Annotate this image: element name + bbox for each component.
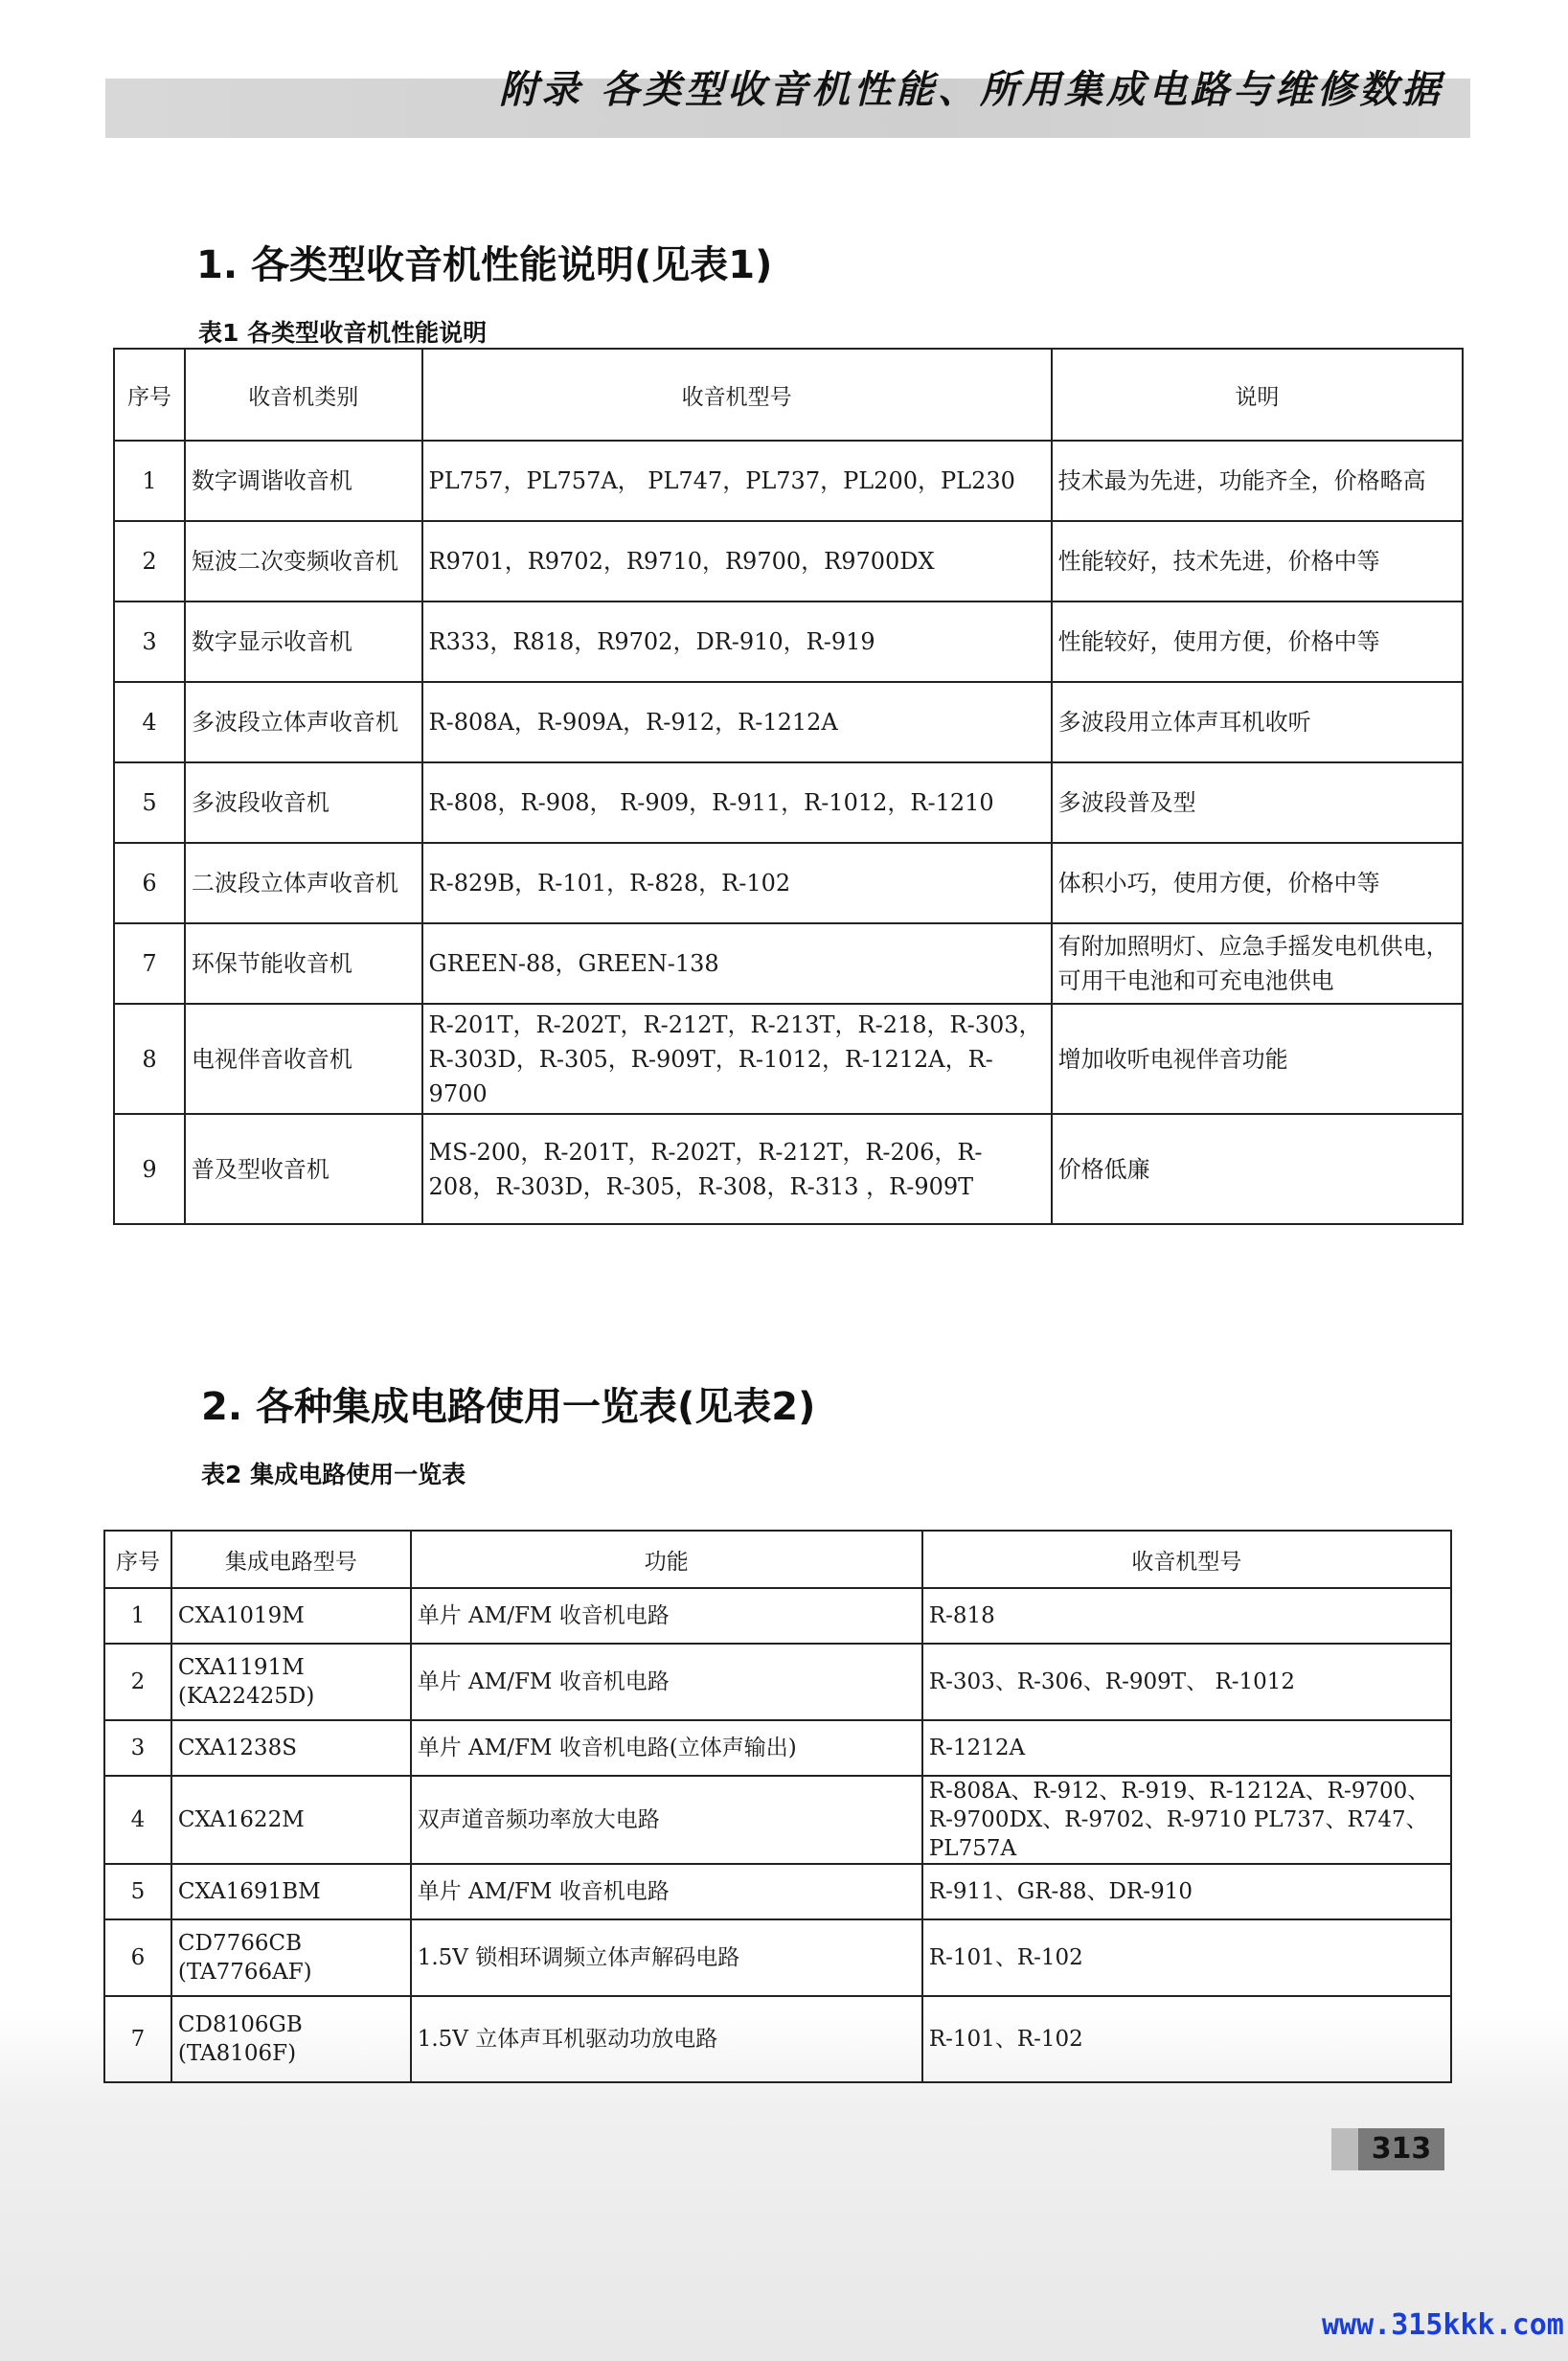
table1-cell-no: 3	[114, 602, 185, 682]
table1-cell-model: R-808A，R-909A，R-912，R-1212A	[422, 682, 1052, 762]
table2-cell-ic: CXA1191M (KA22425D)	[171, 1644, 411, 1720]
table1-cell-no: 5	[114, 762, 185, 843]
table2-cell-radios: R-818	[922, 1588, 1451, 1644]
table1-cell-category: 多波段立体声收音机	[185, 682, 422, 762]
table2-cell-function: 1.5V 立体声耳机驱动功放电路	[411, 1996, 922, 2082]
table1-row	[114, 682, 1463, 762]
table2-cell-no: 7	[104, 1996, 171, 2082]
table1-cell-model: R9701，R9702，R9710，R9700，R9700DX	[422, 521, 1052, 602]
table1-row	[114, 843, 1463, 923]
table2-row	[104, 1588, 1451, 1644]
table2-cell-no: 1	[104, 1588, 171, 1644]
table2-cell-no: 2	[104, 1644, 171, 1720]
table1-cell-no: 2	[114, 521, 185, 602]
table2-cell-radios: R-101、R-102	[922, 1919, 1451, 1996]
table1-cell-no: 4	[114, 682, 185, 762]
table1-cell-desc: 多波段用立体声耳机收听	[1052, 682, 1463, 762]
table1-cell-no: 6	[114, 843, 185, 923]
table2-cell-radios: R-808A、R-912、R-919、R-1212A、R-9700、R-9700DX、R-9702、R-9710 PL737、R747、PL757A	[922, 1776, 1451, 1864]
table2-col-ic: 集成电路型号	[171, 1531, 411, 1588]
table1-cell-no: 8	[114, 1004, 185, 1114]
table1-row	[114, 1114, 1463, 1224]
table1-cell-model: R333，R818，R9702，DR-910，R-919	[422, 602, 1052, 682]
table1-cell-desc: 价格低廉	[1052, 1114, 1463, 1224]
table2	[103, 1530, 1452, 2083]
table2-col-radios: 收音机型号	[922, 1531, 1451, 1588]
table1-col-model: 收音机型号	[422, 349, 1052, 441]
table2-cell-no: 3	[104, 1720, 171, 1776]
table2-col-no: 序号	[104, 1531, 171, 1588]
table1-cell-desc: 增加收听电视伴音功能	[1052, 1004, 1463, 1114]
table2-cell-function: 单片 AM/FM 收音机电路	[411, 1588, 922, 1644]
table1-row	[114, 521, 1463, 602]
table1-cell-category: 二波段立体声收音机	[185, 843, 422, 923]
table2-cell-radios: R-1212A	[922, 1720, 1451, 1776]
table1-row	[114, 923, 1463, 1004]
table1-cell-model: MS-200，R-201T，R-202T，R-212T，R-206，R-208，R-303D，R-305，R-308，R-313 ，R-909T	[422, 1114, 1052, 1224]
table1-row	[114, 602, 1463, 682]
table1-caption: 表1 各类型收音机性能说明	[198, 319, 488, 347]
table1-cell-model: PL757，PL757A， PL747，PL737，PL200，PL230	[422, 441, 1052, 521]
table2-cell-ic: CXA1691BM	[171, 1864, 411, 1919]
table2-cell-no: 4	[104, 1776, 171, 1864]
page-number: 313	[1358, 2128, 1444, 2170]
table1-cell-desc: 性能较好，技术先进，价格中等	[1052, 521, 1463, 602]
table2-cell-function: 双声道音频功率放大电路	[411, 1776, 922, 1864]
table2-cell-radios: R-303、R-306、R-909T、 R-1012	[922, 1644, 1451, 1720]
table2-cell-no: 6	[104, 1919, 171, 1996]
table2-cell-radios: R-101、R-102	[922, 1996, 1451, 2082]
table1-cell-model: R-829B，R-101，R-828，R-102	[422, 843, 1052, 923]
section1-heading: 1. 各类型收音机性能说明(见表1)	[196, 243, 773, 287]
table1-row	[114, 1004, 1463, 1114]
section2-heading: 2. 各种集成电路使用一览表(见表2)	[201, 1385, 816, 1429]
table1-cell-category: 数字调谐收音机	[185, 441, 422, 521]
table2-col-function: 功能	[411, 1531, 922, 1588]
table2-cell-function: 单片 AM/FM 收音机电路	[411, 1644, 922, 1720]
table1-cell-desc: 体积小巧，使用方便，价格中等	[1052, 843, 1463, 923]
table1-row	[114, 762, 1463, 843]
table1-cell-no: 1	[114, 441, 185, 521]
table1-col-no: 序号	[114, 349, 185, 441]
table1-header-row	[114, 349, 1463, 441]
table1-cell-category: 数字显示收音机	[185, 602, 422, 682]
table1-cell-category: 短波二次变频收音机	[185, 521, 422, 602]
table2-cell-ic: CD8106GB (TA8106F)	[171, 1996, 411, 2082]
table1-cell-no: 7	[114, 923, 185, 1004]
page-number-strip	[1331, 2128, 1358, 2170]
table2-cell-radios: R-911、GR-88、DR-910	[922, 1864, 1451, 1919]
table2-cell-ic: CXA1019M	[171, 1588, 411, 1644]
table2-cell-ic: CD7766CB (TA7766AF)	[171, 1919, 411, 1996]
table2-row	[104, 1776, 1451, 1864]
table2-cell-ic: CXA1238S	[171, 1720, 411, 1776]
table1-col-desc: 说明	[1052, 349, 1463, 441]
table2-row	[104, 1919, 1451, 1996]
table1-cell-category: 电视伴音收音机	[185, 1004, 422, 1114]
table2-row	[104, 1996, 1451, 2082]
table2-row	[104, 1720, 1451, 1776]
table2-cell-function: 单片 AM/FM 收音机电路(立体声输出)	[411, 1720, 922, 1776]
table2-header-row	[104, 1531, 1451, 1588]
table1-cell-category: 环保节能收音机	[185, 923, 422, 1004]
table1-cell-model: R-808，R-908， R-909，R-911，R-1012，R-1210	[422, 762, 1052, 843]
table1-cell-model: GREEN-88，GREEN-138	[422, 923, 1052, 1004]
table2-caption: 表2 集成电路使用一览表	[201, 1461, 466, 1488]
table1-cell-category: 多波段收音机	[185, 762, 422, 843]
table1-cell-desc: 多波段普及型	[1052, 762, 1463, 843]
table2-row	[104, 1864, 1451, 1919]
table2-cell-function: 1.5V 锁相环调频立体声解码电路	[411, 1919, 922, 1996]
table1	[113, 348, 1464, 1225]
table2-row	[104, 1644, 1451, 1720]
table1-cell-desc: 技术最为先进，功能齐全，价格略高	[1052, 441, 1463, 521]
table2-cell-ic: CXA1622M	[171, 1776, 411, 1864]
table1-cell-no: 9	[114, 1114, 185, 1224]
table1-cell-desc: 性能较好，使用方便，价格中等	[1052, 602, 1463, 682]
table1-col-category: 收音机类别	[185, 349, 422, 441]
table1-cell-category: 普及型收音机	[185, 1114, 422, 1224]
table1-cell-model: R-201T，R-202T，R-212T，R-213T，R-218，R-303，R-303D，R-305，R-909T，R-1012，R-1212A，R-9700	[422, 1004, 1052, 1114]
table1-cell-desc: 有附加照明灯、应急手摇发电机供电，可用干电池和可充电池供电	[1052, 923, 1463, 1004]
table2-cell-function: 单片 AM/FM 收音机电路	[411, 1864, 922, 1919]
table1-row	[114, 441, 1463, 521]
table2-cell-no: 5	[104, 1864, 171, 1919]
watermark-url: www.315kkk.com	[1322, 2308, 1564, 2342]
running-header: 附录 各类型收音机性能、所用集成电路与维修数据	[499, 67, 1443, 112]
